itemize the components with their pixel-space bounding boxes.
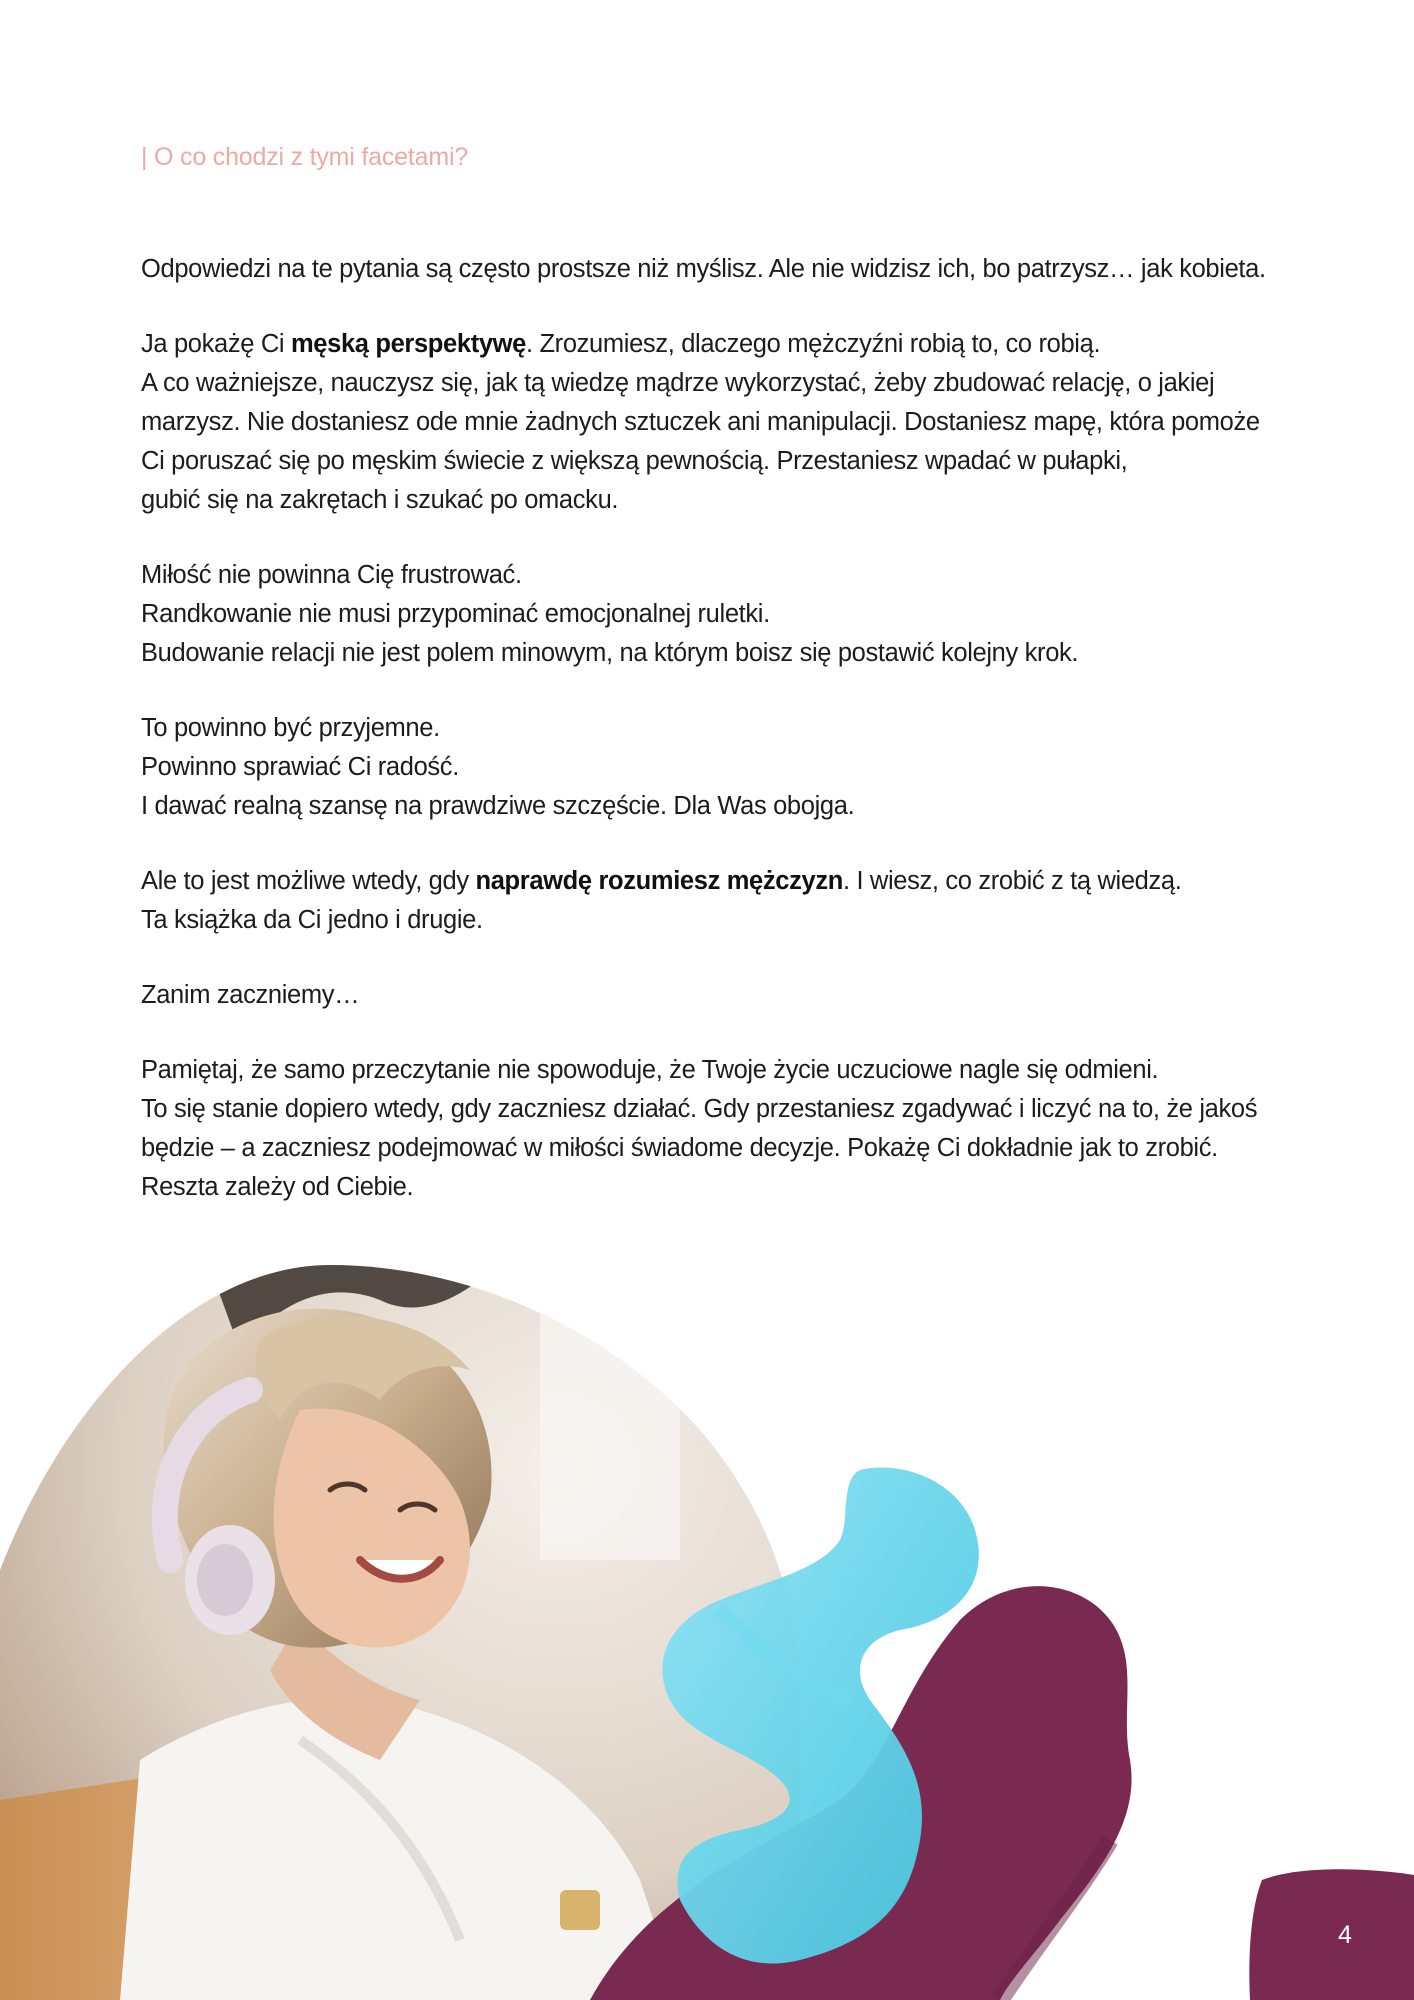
text-line: Powinno sprawiać Ci radość.: [141, 753, 459, 781]
emphasis-text: naprawdę rozumiesz mężczyzn: [475, 867, 843, 895]
text-line: Odpowiedzi na te pytania są często prostsze niż myślisz. Ale nie widzisz ich, bo patrzysz… jak kobieta.: [141, 255, 1266, 283]
paragraph-1: [141, 250, 1341, 289]
paragraph-6: [141, 976, 1341, 1015]
body-text: [141, 250, 1341, 1243]
text-run: . I wiesz, co zrobić z tą wiedzą.: [842, 867, 1182, 895]
text-line: To powinno być przyjemne.: [141, 714, 440, 742]
text-line: Zanim zaczniemy…: [141, 981, 360, 1009]
text-line: marzysz. Nie dostaniesz ode mnie żadnych sztuczek ani manipulacji. Dostaniesz mapę, która pomoże: [141, 408, 1260, 436]
page-number: 4: [1338, 1921, 1352, 1949]
emphasis-text: męską perspektywę: [290, 330, 526, 358]
paragraph-5: [141, 862, 1341, 940]
text-line: będzie – a zaczniesz podejmować w miłości świadome decyzje. Pokażę Ci dokładnie jak to zrobić.: [141, 1134, 1218, 1162]
text-line: gubić się na zakrętach i szukać po omacku.: [141, 486, 619, 514]
text-line: Miłość nie powinna Cię frustrować.: [141, 561, 522, 589]
text-line: Reszta zależy od Ciebie.: [141, 1173, 414, 1201]
text-line: Ci poruszać się po męskim świecie z większą pewnością. Przestaniesz wpadać w pułapki,: [141, 447, 1128, 475]
text-line: A co ważniejsze, nauczysz się, jak tą wiedzę mądrze wykorzystać, żeby zbudować relację, o jakiej: [141, 369, 1215, 397]
text-line: Ta książka da Ci jedno i drugie.: [141, 906, 483, 934]
text-run: Ale to jest możliwe wtedy, gdy: [141, 867, 476, 895]
decorative-artwork: [0, 1240, 1414, 2000]
section-title: | O co chodzi z tymi facetami?: [141, 143, 468, 171]
text-line: Randkowanie nie musi przypominać emocjonalnej ruletki.: [141, 600, 770, 628]
text-line: To się stanie dopiero wtedy, gdy zaczniesz działać. Gdy przestaniesz zgadywać i liczyć na to, że jakoś: [141, 1095, 1258, 1123]
text-line: [141, 862, 1341, 901]
text-line: [141, 325, 1341, 364]
text-run: Ja pokażę Ci: [141, 330, 291, 358]
text-line: Budowanie relacji nie jest polem minowym, na którym boisz się postawić kolejny krok.: [141, 639, 1079, 667]
paragraph-4: [141, 709, 1341, 826]
text-line: Pamiętaj, że samo przeczytanie nie spowoduje, że Twoje życie uczuciowe nagle się odmieni.: [141, 1056, 1159, 1084]
paragraph-3: [141, 556, 1341, 673]
text-line: I dawać realną szansę na prawdziwe szczęście. Dla Was obojga.: [141, 792, 855, 820]
text-run: . Zrozumiesz, dlaczego mężczyźni robią to, co robią.: [525, 330, 1101, 358]
paragraph-7: [141, 1051, 1341, 1207]
paragraph-2: [141, 325, 1341, 520]
